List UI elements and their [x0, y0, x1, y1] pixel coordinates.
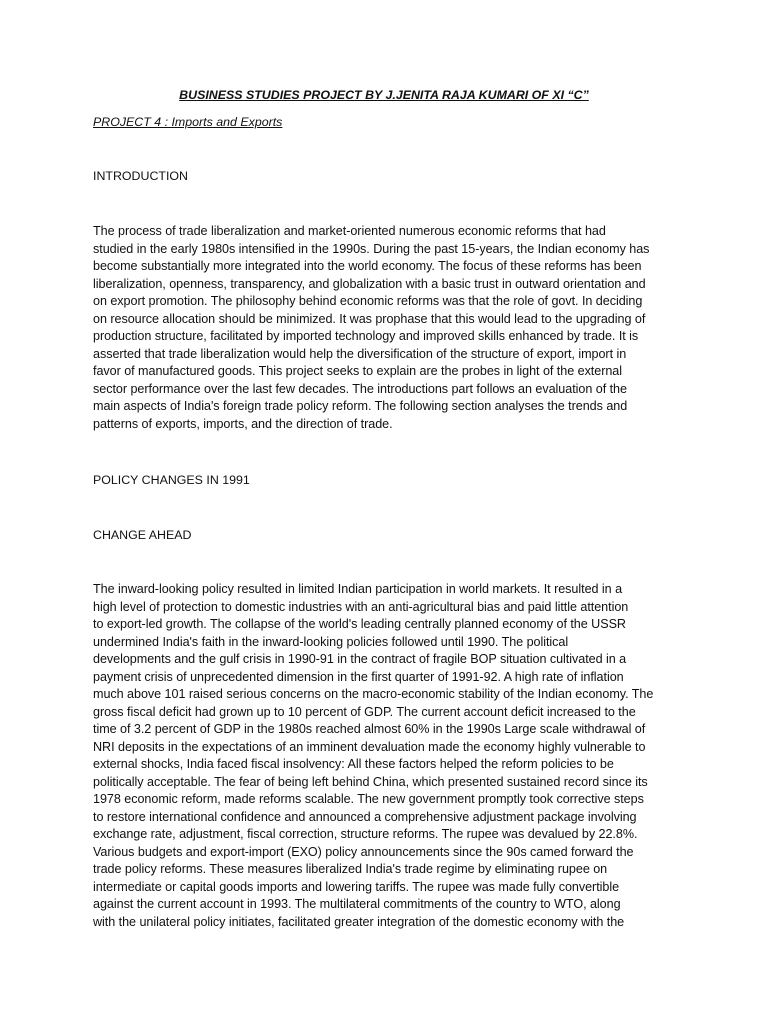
paragraph-line: on export promotion. The philosophy behind economic reforms was that the role of govt. In deciding: [93, 294, 643, 308]
paragraph-line: with the unilateral policy initiates, facilitated greater integration of the domestic economy with the: [93, 914, 625, 929]
paragraph-line: undermined India's faith in the inward-looking policies followed until 1990. The political: [93, 634, 569, 649]
paragraph-line: on resource allocation should be minimized. It was prophase that this would lead to the upgrading of: [93, 311, 646, 326]
paragraph-line: to export-led growth. The collapse of the world's leading centrally planned economy of the USSR: [93, 617, 626, 631]
paragraph-line: liberalization, openness, transparency, and globalization with a basic trust in outward orientation and: [93, 276, 646, 291]
paragraph-line: production structure, facilitated by imported technology and improved skills enhanced by trade. It is: [93, 329, 639, 343]
paragraph-line: studied in the early 1980s intensified in the 1990s. During the past 15-years, the Indian economy has: [93, 241, 650, 256]
heading-policy-changes: POLICY CHANGES IN 1991: [93, 473, 250, 487]
paragraph-line: NRI deposits in the expectations of an imminent devaluation made the economy highly vulnerable to: [93, 739, 646, 754]
paragraph-line: The process of trade liberalization and market-oriented numerous economic reforms that had: [93, 224, 606, 238]
paragraph-line: external shocks, India faced fiscal insolvency: All these factors helped the reform policies to be: [93, 757, 614, 771]
paragraph-line: The inward-looking policy resulted in limited Indian participation in world markets. It resulted in a: [93, 582, 623, 596]
paragraph-line: main aspects of India's foreign trade policy reform. The following section analyses the trends and: [93, 399, 628, 413]
paragraph-line: Various budgets and export-import (EXO) policy announcements since the 90s camed forward the: [93, 844, 634, 859]
paragraph-line: become substantially more integrated into the world economy. The focus of these reforms has been: [93, 259, 642, 273]
paragraph-line: against the current account in 1993. The multilateral commitments of the country to WTO, along: [93, 897, 621, 911]
paragraph-line: politically acceptable. The fear of being left behind China, which presented sustained record since its: [93, 774, 648, 789]
paragraph-line: trade policy reforms. These measures liberalized India's trade regime by eliminating rupee on: [93, 862, 608, 876]
paragraph-line: high level of protection to domestic industries with an anti-agricultural bias and paid little attention: [93, 599, 629, 614]
paragraph-line: 1978 economic reform, made reforms scalable. The new government promptly took corrective steps: [93, 792, 644, 806]
change-ahead-paragraph: [93, 581, 676, 931]
document-title: BUSINESS STUDIES PROJECT BY J.JENITA RAJA KUMARI OF XI “C”: [179, 88, 589, 102]
project-subtitle: PROJECT 4 : Imports and Exports: [93, 115, 283, 129]
paragraph-line: to restore international confidence and announced a comprehensive adjustment package involving: [93, 809, 637, 824]
paragraph-line: favor of manufactured goods. This project seeks to explain are the probes in light of the external: [93, 364, 623, 378]
paragraph-line: asserted that trade liberalization would help the diversification of the structure of export, import in: [93, 346, 627, 361]
paragraph-line: intermediate or capital goods imports and lowering tariffs. The rupee was made fully convertible: [93, 879, 620, 894]
paragraph-line: developments and the gulf crisis in 1990-91 in the contract of fragile BOP situation cultivated in a: [93, 652, 627, 666]
heading-change-ahead: CHANGE AHEAD: [93, 528, 192, 542]
paragraph-line: patterns of exports, imports, and the direction of trade.: [93, 416, 393, 431]
paragraph-line: much above 101 raised serious concerns on the macro-economic stability of the Indian economy. The: [93, 687, 654, 701]
paragraph-line: payment crisis of unprecedented dimension in the first quarter of 1991-92. A high rate of inflation: [93, 669, 624, 684]
introduction-paragraph: [93, 223, 676, 433]
paragraph-line: time of 3.2 percent of GDP in the 1980s reached almost 60% in the 1990s Large scale withdrawal of: [93, 722, 646, 736]
heading-introduction: INTRODUCTION: [93, 169, 188, 183]
paragraph-line: sector performance over the last few decades. The introductions part follows an evaluation of the: [93, 381, 627, 396]
paragraph-line: gross fiscal deficit had grown up to 10 percent of GDP. The current account deficit increased to the: [93, 704, 636, 719]
paragraph-line: exchange rate, adjustment, fiscal correction, structure reforms. The rupee was devalued by 22.8%.: [93, 827, 638, 841]
